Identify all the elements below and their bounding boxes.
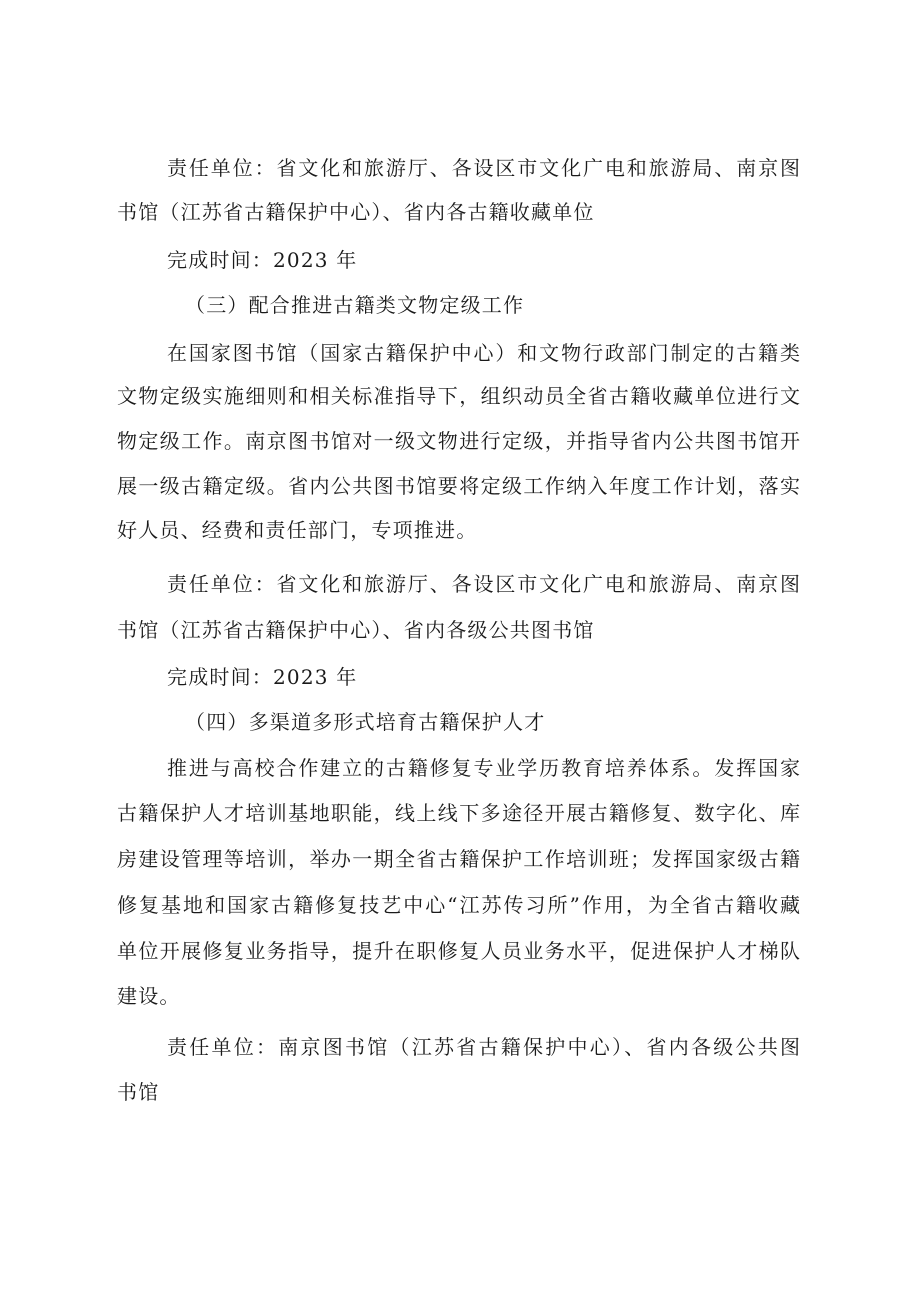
responsible-units-line-2: 书馆（江苏省古籍保护中心）、省内各古籍收藏单位 — [117, 200, 595, 224]
responsible-units-line-1: 责任单位：省文化和旅游厅、各设区市文化广电和旅游局、南京图 — [167, 572, 800, 596]
body-line: 推进与高校合作建立的古籍修复专业学历教育培养体系。发挥国家 — [167, 756, 800, 780]
responsible-units-line-2: 书馆（江苏省古籍保护中心）、省内各级公共图书馆 — [117, 618, 595, 642]
body-line: 单位开展修复业务指导，提升在职修复人员业务水平，促进保护人才梯队 — [117, 939, 800, 963]
body-line: 古籍保护人才培训基地职能，线上线下多途径开展古籍修复、数字化、库 — [117, 801, 800, 825]
body-line: 修复基地和国家古籍修复技艺中心“江苏传习所”作用，为全省古籍收藏 — [117, 893, 800, 917]
body-line: 文物定级实施细则和相关标准指导下，组织动员全省古籍收藏单位进行文 — [117, 384, 800, 408]
body-line: 物定级工作。南京图书馆对一级文物进行定级，并指导省内公共图书馆开 — [117, 429, 800, 453]
responsible-units-line-1: 责任单位：省文化和旅游厅、各设区市文化广电和旅游局、南京图 — [167, 156, 800, 180]
body-line: 展一级古籍定级。省内公共图书馆要将定级工作纳入年度工作计划，落实 — [117, 474, 800, 498]
completion-time: 完成时间：2023 年 — [167, 248, 358, 272]
responsible-units-line-1: 责任单位：南京图书馆（江苏省古籍保护中心）、省内各级公共图 — [167, 1035, 800, 1059]
body-line: 好人员、经费和责任部门，专项推进。 — [117, 518, 478, 542]
section-heading: （四）多渠道多形式培育古籍保护人才 — [185, 710, 546, 734]
section-heading: （三）配合推进古籍类文物定级工作 — [185, 293, 525, 317]
body-line: 建设。 — [117, 984, 181, 1008]
body-line: 在国家图书馆（国家古籍保护中心）和文物行政部门制定的古籍类 — [167, 341, 800, 365]
completion-time: 完成时间：2023 年 — [167, 665, 358, 689]
body-line: 房建设管理等培训，举办一期全省古籍保护工作培训班；发挥国家级古籍 — [117, 847, 800, 871]
responsible-units-line-2: 书馆 — [117, 1080, 160, 1104]
